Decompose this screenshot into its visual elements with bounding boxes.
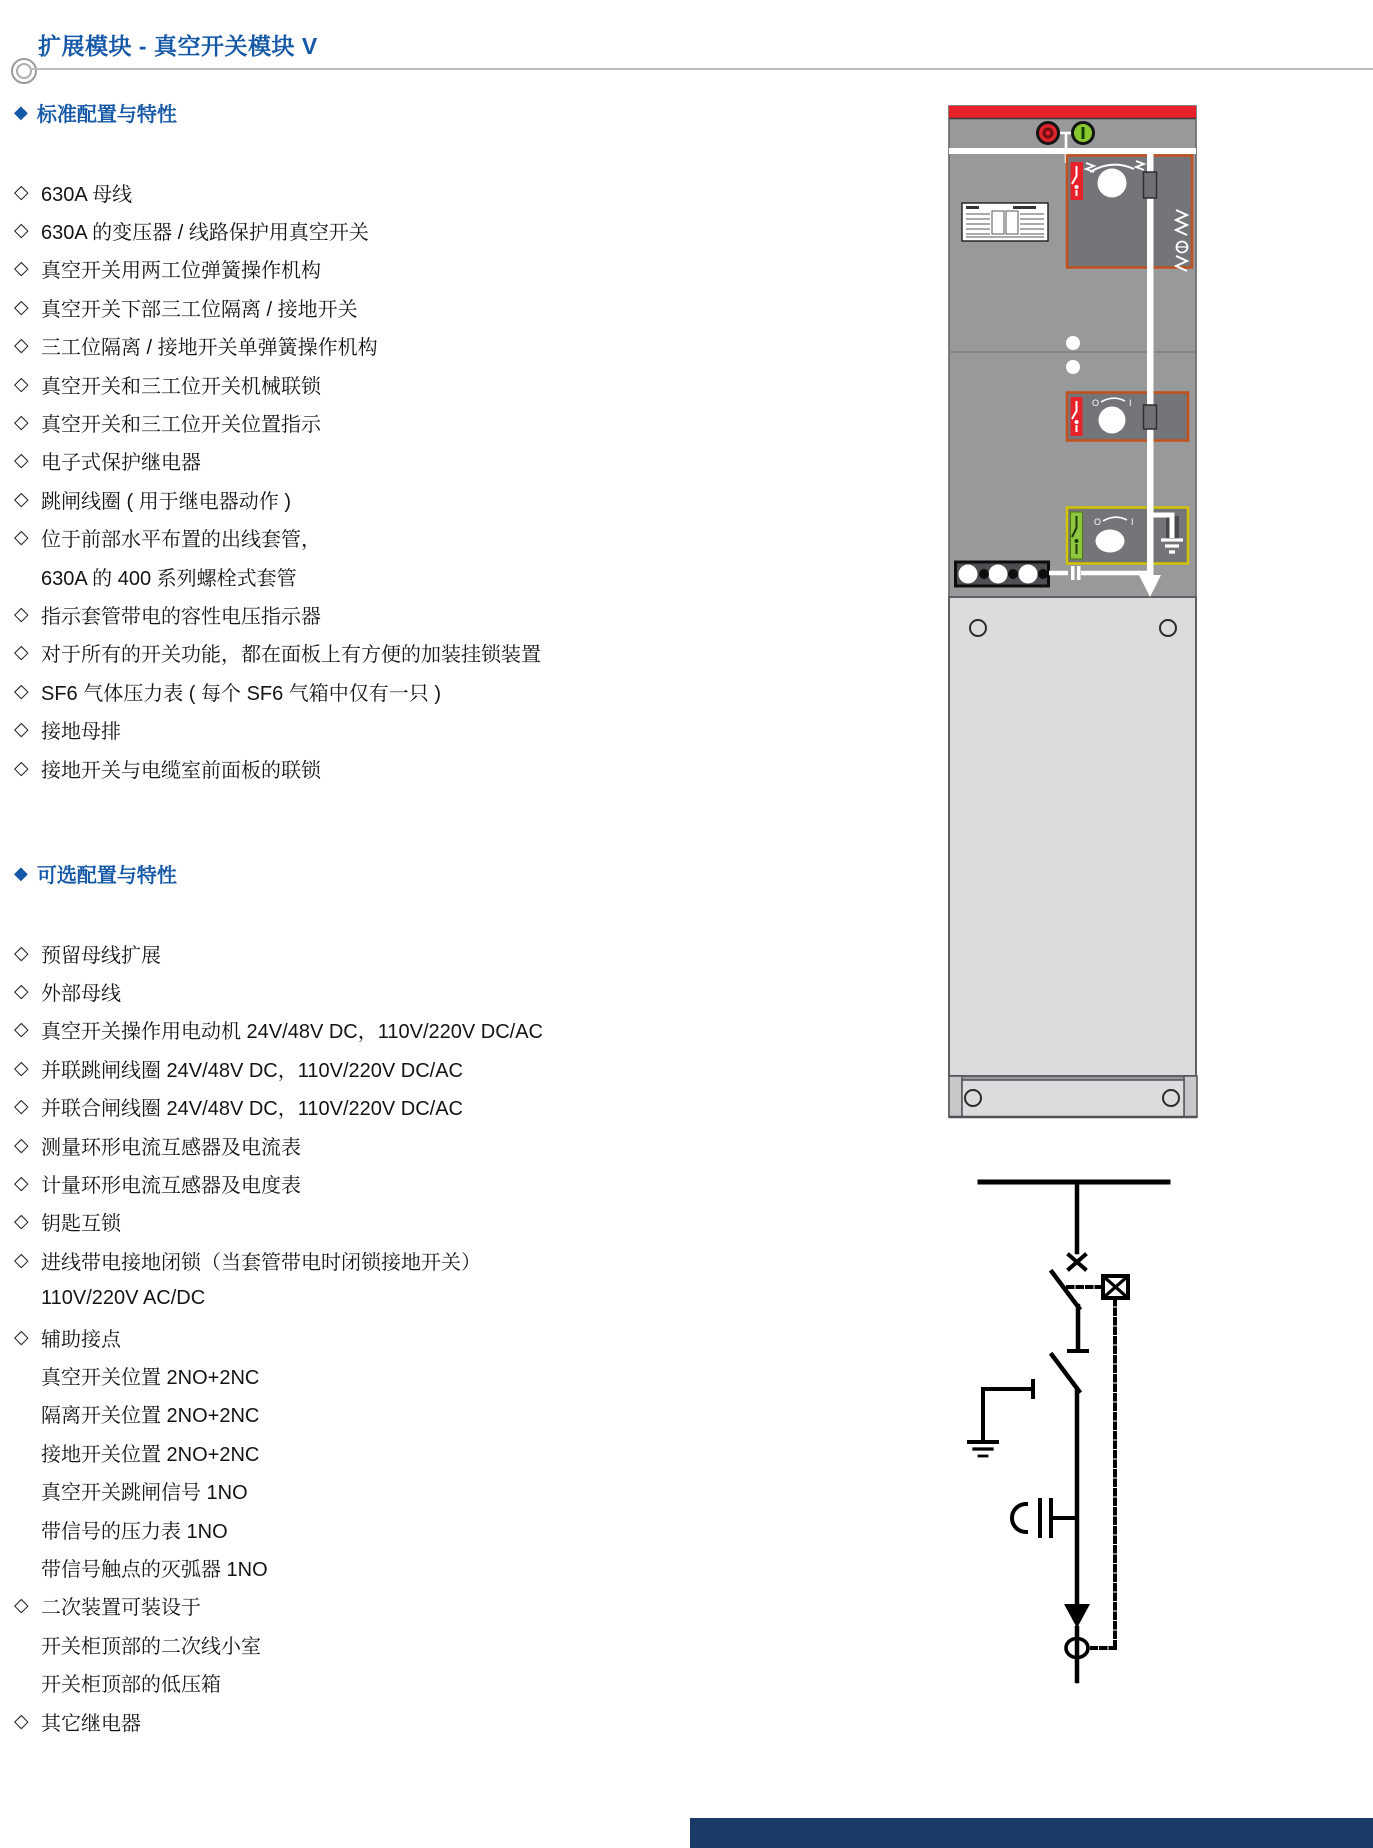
red-top-bar — [949, 106, 1196, 118]
hollow-diamond-icon: ◇ — [14, 220, 29, 242]
hollow-diamond-icon: ◇ — [14, 1019, 29, 1041]
switchgear-cabinet-illustration — [948, 105, 1198, 1121]
list-item-text: 对于所有的开关功能，都在面板上有方便的加装挂锁装置 — [41, 644, 541, 667]
operating-shaft-hole — [1098, 169, 1127, 198]
section-heading-label: 可选配置与特性 — [36, 864, 177, 887]
list-item-text: 接地母排 — [41, 721, 121, 744]
knob-off-label: O — [1092, 398, 1100, 408]
hollow-diamond-icon: ◇ — [14, 680, 29, 702]
cabinet-base — [949, 1076, 1197, 1117]
list-item — [14, 480, 774, 518]
list-item-text: 三工位隔离 / 接地开关单弹簧操作机构 — [41, 337, 378, 360]
hollow-diamond-icon: ◇ — [14, 1134, 29, 1156]
list-item — [14, 173, 774, 211]
list-item-text: 开关柜顶部的二次线小室 — [41, 1635, 261, 1658]
list-item-text: 辅助接点 — [41, 1328, 121, 1351]
list-item — [14, 672, 774, 710]
list-item-continuation — [14, 1356, 774, 1394]
list-item-text: 进线带电接地闭锁（当套管带电时闭锁接地开关） — [41, 1251, 481, 1274]
hollow-diamond-icon: ◇ — [14, 373, 29, 395]
hollow-diamond-icon: ◇ — [14, 1326, 29, 1348]
cable-compartment-panel — [949, 597, 1196, 1076]
list-item — [14, 403, 774, 441]
list-item-text: 电子式保护继电器 — [41, 452, 201, 475]
hollow-diamond-icon: ◇ — [14, 719, 29, 741]
standard-features-list — [14, 173, 774, 787]
list-item — [14, 1126, 774, 1164]
hollow-diamond-icon: ◇ — [14, 450, 29, 472]
hollow-diamond-icon: ◇ — [14, 942, 29, 964]
knob-on-label: I — [1131, 517, 1134, 527]
list-item-text: 110V/220V AC/DC — [41, 1287, 206, 1310]
header-ring-ornament — [11, 58, 37, 84]
list-item — [14, 365, 774, 403]
hollow-diamond-icon: ◇ — [14, 1211, 29, 1233]
list-item — [14, 710, 774, 748]
hollow-diamond-icon: ◇ — [14, 981, 29, 1003]
list-item-text: 630A 的变压器 / 线路保护用真空开关 — [41, 222, 369, 245]
list-item — [14, 1318, 774, 1356]
list-item-text: 真空开关用两工位弹簧操作机构 — [41, 260, 321, 283]
breaker-cross-mark — [1069, 1255, 1085, 1269]
list-item-text: 并联合闸线圈 24V/48V DC，110V/220V DC/AC — [41, 1098, 464, 1121]
hollow-diamond-icon: ◇ — [14, 296, 29, 318]
list-item — [14, 595, 774, 633]
hollow-diamond-icon: ◇ — [14, 1173, 29, 1195]
hollow-diamond-icon: ◇ — [14, 1710, 29, 1732]
on-button-icon — [1073, 123, 1094, 144]
capacitive-indicator-symbol — [1012, 1500, 1077, 1536]
list-item — [14, 288, 774, 326]
list-item-text: 测量环形电流互感器及电流表 — [41, 1136, 301, 1159]
list-item-continuation — [14, 557, 774, 595]
list-item-text: 钥匙互锁 — [41, 1213, 121, 1236]
hollow-diamond-icon: ◇ — [14, 527, 29, 549]
list-item-text: 真空开关跳闸信号 1NO — [41, 1482, 248, 1505]
page-title: 扩展模块 - 真空开关模块 V — [38, 33, 318, 59]
three-position-switch-window — [1067, 393, 1188, 441]
optional-features-list — [14, 934, 774, 1740]
list-item-text: 真空开关和三工位开关位置指示 — [41, 414, 321, 437]
section-heading-optional — [14, 859, 177, 887]
hollow-diamond-icon: ◇ — [14, 1249, 29, 1271]
list-item — [14, 1011, 774, 1049]
list-item-text: 630A 母线 — [41, 183, 133, 206]
section-heading-standard — [14, 98, 177, 126]
list-item — [14, 327, 774, 365]
list-item-text: 预留母线扩展 — [41, 944, 161, 967]
three-position-switch-blade — [1052, 1355, 1079, 1391]
list-item-text: 真空开关操作用电动机 24V/48V DC，110V/220V DC/AC — [41, 1021, 544, 1044]
list-item-text: 接地开关与电缆室前面板的联锁 — [41, 759, 321, 782]
list-item-text: 隔离开关位置 2NO+2NC — [41, 1405, 260, 1428]
list-item — [14, 211, 774, 249]
list-item — [14, 250, 774, 288]
list-item-text: 并联跳闸线圈 24V/48V DC，110V/220V DC/AC — [41, 1059, 464, 1082]
knob-on-label: I — [1129, 398, 1132, 408]
list-item-continuation — [14, 1625, 774, 1663]
list-item — [14, 1203, 774, 1241]
hollow-diamond-icon: ◇ — [14, 642, 29, 664]
list-item-continuation — [14, 1280, 774, 1318]
list-item — [14, 634, 774, 672]
list-item-text: 真空开关下部三工位隔离 / 接地开关 — [41, 298, 358, 321]
hollow-diamond-icon: ◇ — [14, 1096, 29, 1118]
hollow-diamond-icon: ◇ — [14, 412, 29, 434]
footer-bar — [690, 1818, 1373, 1848]
section-heading-label: 标准配置与特性 — [36, 103, 177, 126]
list-item-continuation — [14, 1433, 774, 1471]
list-item-continuation — [14, 1395, 774, 1433]
list-item-text: SF6 气体压力表 ( 每个 SF6 气箱中仅有一只 ) — [41, 682, 442, 705]
header-divider — [30, 68, 1373, 70]
list-item — [14, 972, 774, 1010]
list-item-text: 位于前部水平布置的出线套管， — [41, 529, 321, 552]
knob-off-label: O — [1094, 517, 1102, 527]
list-item-text: 计量环形电流互感器及电度表 — [41, 1175, 301, 1198]
list-item-text: 真空开关位置 2NO+2NC — [41, 1366, 260, 1389]
earth-branch — [969, 1381, 1033, 1456]
list-item — [14, 442, 774, 480]
list-item — [14, 1587, 774, 1625]
list-item — [14, 519, 774, 557]
list-item — [14, 1241, 774, 1279]
list-item-continuation — [14, 1510, 774, 1548]
list-item-continuation — [14, 1548, 774, 1586]
rating-plate — [962, 203, 1048, 241]
vacuum-breaker-blade — [1052, 1272, 1079, 1308]
list-item-text: 真空开关和三工位开关机械联锁 — [41, 375, 321, 398]
list-item-continuation — [14, 1471, 774, 1509]
list-item — [14, 1702, 774, 1740]
list-item-text: 二次装置可装设于 — [41, 1597, 201, 1620]
list-item — [14, 1049, 774, 1087]
list-item-text: 跳闸线圈 ( 用于继电器动作 ) — [41, 490, 291, 513]
list-item — [14, 934, 774, 972]
list-item-text: 带信号触点的灭弧器 1NO — [41, 1558, 268, 1581]
hollow-diamond-icon: ◇ — [14, 181, 29, 203]
list-item-text: 外部母线 — [41, 983, 121, 1006]
list-item — [14, 1088, 774, 1126]
hollow-diamond-icon: ◇ — [14, 488, 29, 510]
hollow-diamond-icon: ◇ — [14, 1057, 29, 1079]
cable-bushings — [956, 562, 1049, 586]
hollow-diamond-icon: ◇ — [14, 757, 29, 779]
single-line-diagram — [960, 1170, 1175, 1685]
hollow-diamond-icon: ◇ — [14, 335, 29, 357]
list-item-text: 其它继电器 — [41, 1712, 141, 1735]
list-item-text: 630A 的 400 系列螺栓式套管 — [41, 567, 297, 590]
cable-arrow-symbol — [1064, 1604, 1090, 1628]
list-item-text: 带信号的压力表 1NO — [41, 1520, 228, 1543]
hollow-diamond-icon: ◇ — [14, 603, 29, 625]
list-item-text: 指示套管带电的容性电压指示器 — [41, 605, 321, 628]
list-item-text: 开关柜顶部的低压箱 — [41, 1674, 221, 1697]
hollow-diamond-icon: ◇ — [14, 1595, 29, 1617]
list-item — [14, 749, 774, 787]
hollow-diamond-icon: ◇ — [14, 258, 29, 280]
vcb-mechanism-window — [1067, 156, 1192, 272]
filled-diamond-icon: ◆ — [14, 102, 28, 122]
list-item — [14, 1164, 774, 1202]
list-item-continuation — [14, 1663, 774, 1701]
list-item-text: 接地开关位置 2NO+2NC — [41, 1443, 260, 1466]
filled-diamond-icon: ◆ — [14, 863, 28, 883]
off-button-icon — [1038, 123, 1059, 144]
